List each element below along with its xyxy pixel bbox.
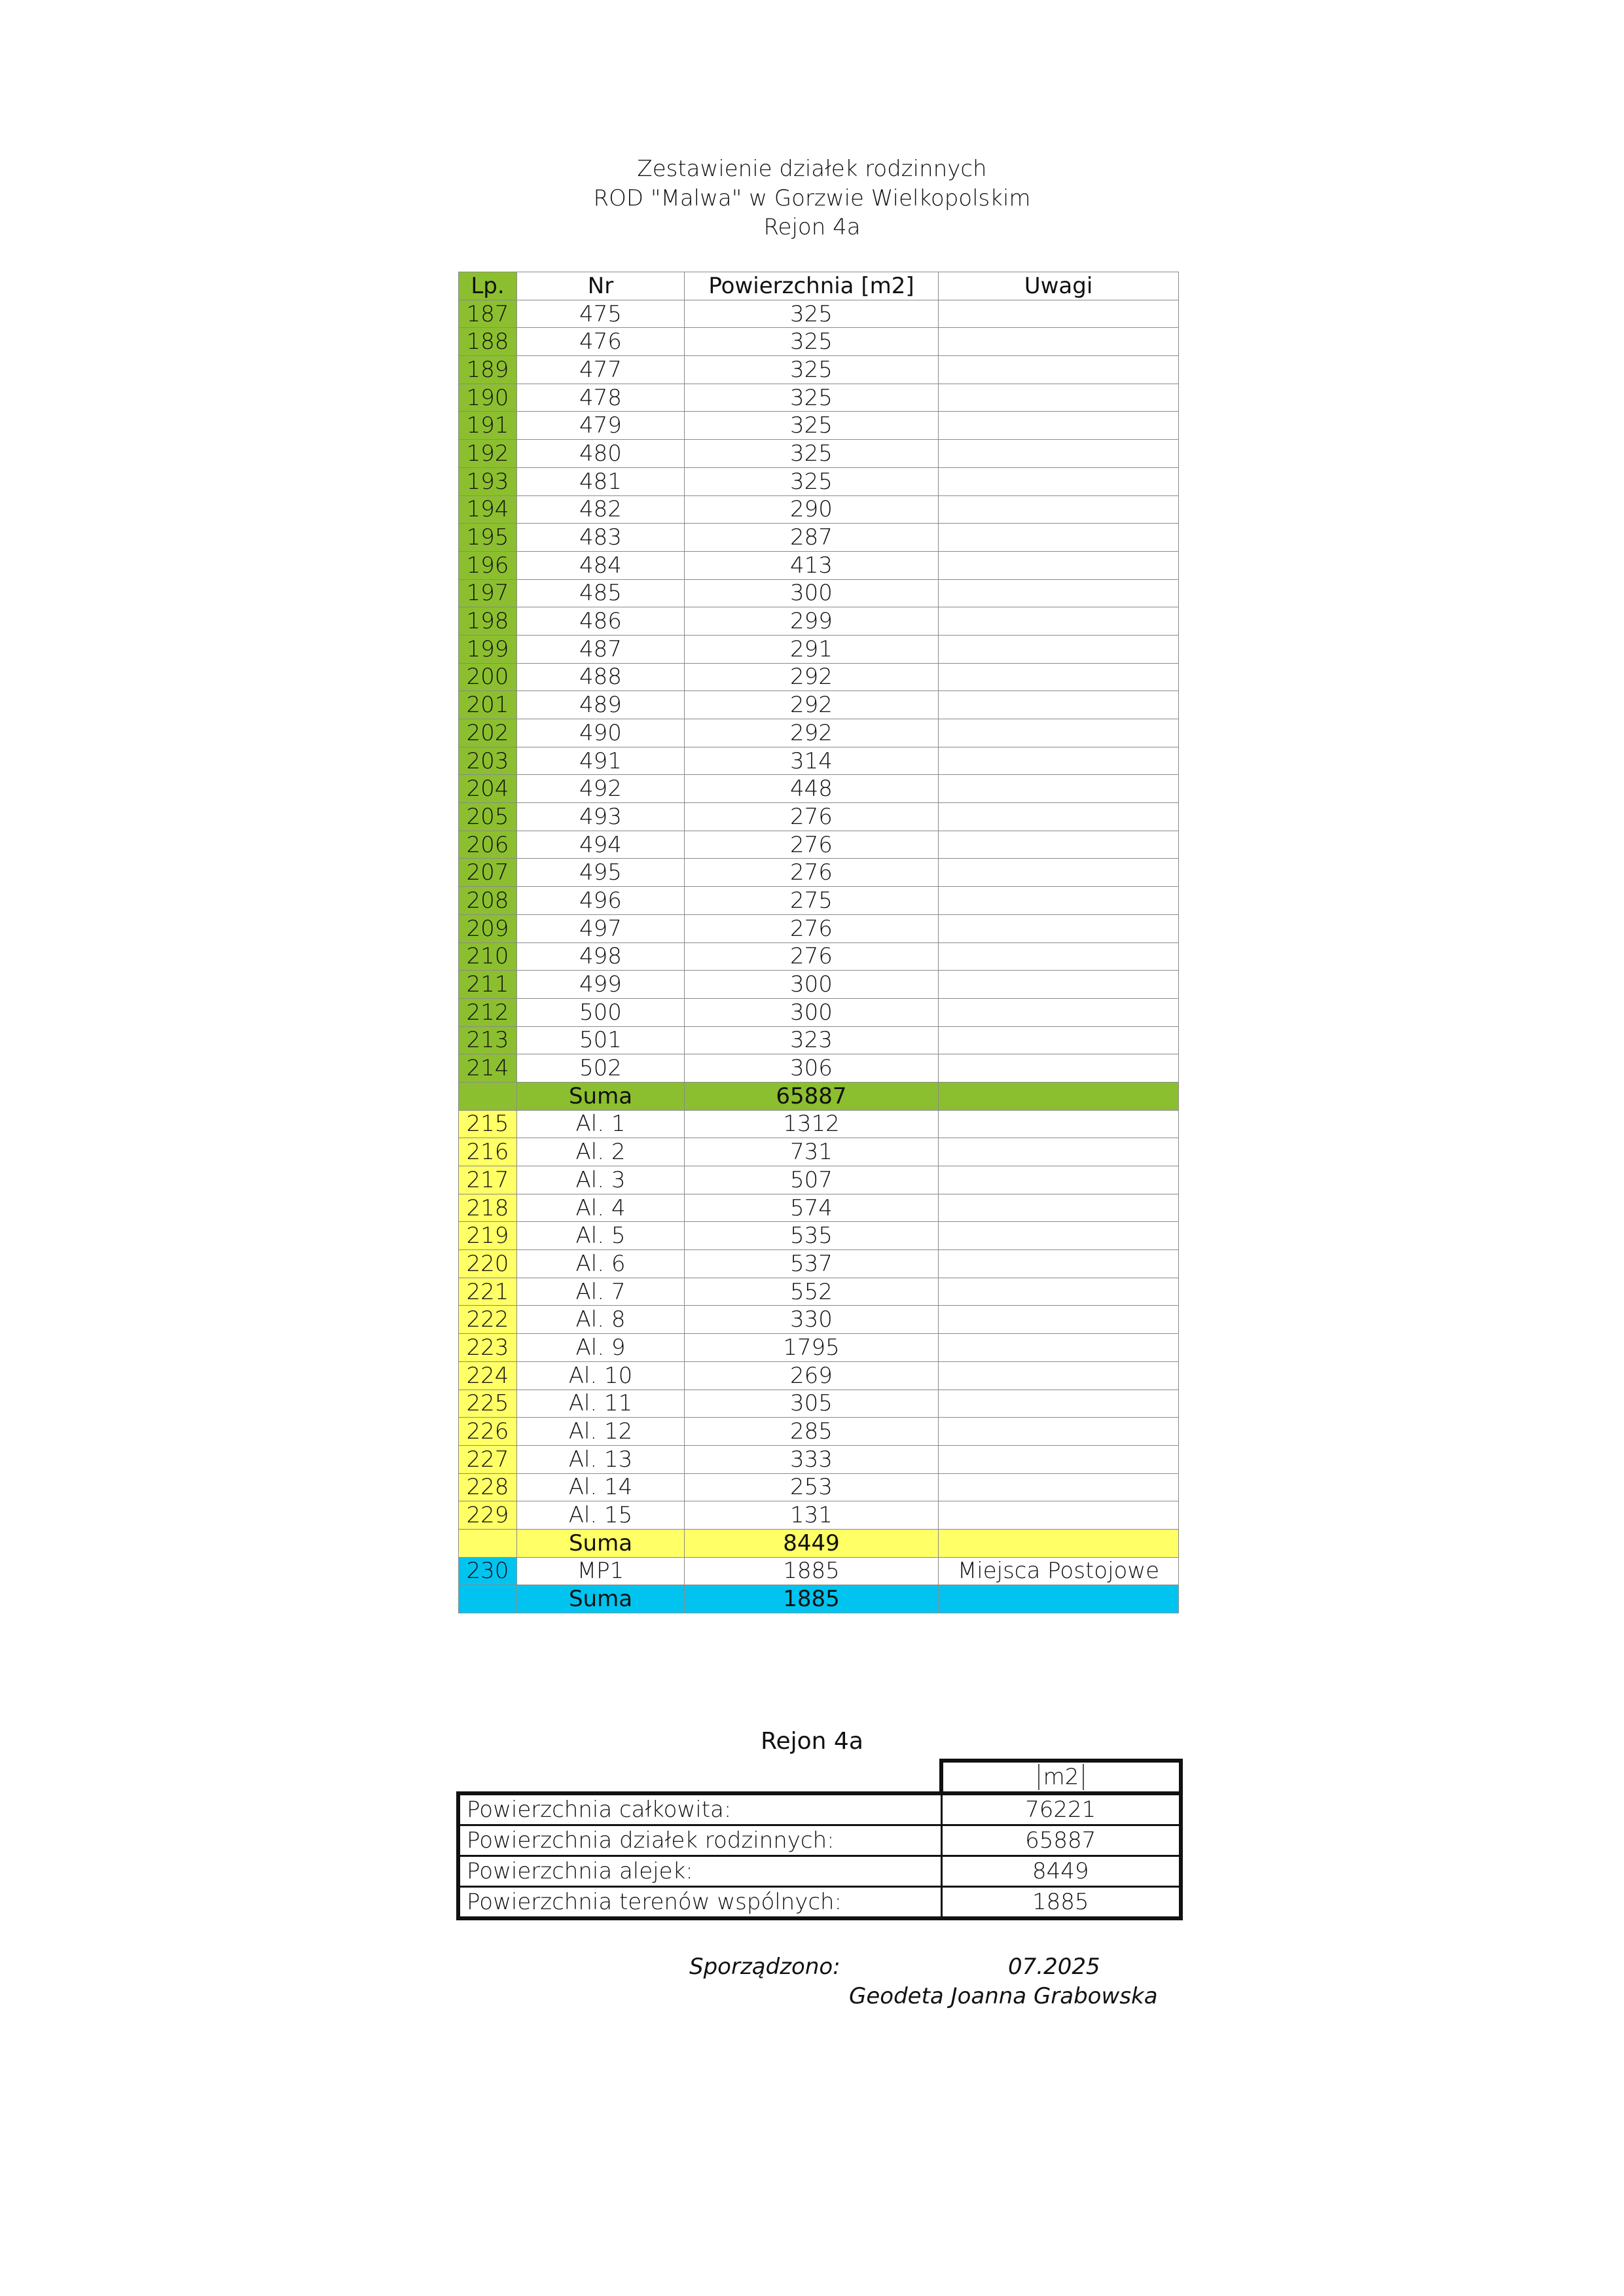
cell-lp: 207 bbox=[459, 859, 517, 887]
cell-lp: 191 bbox=[459, 412, 517, 440]
cell-notes bbox=[939, 607, 1179, 636]
cell-area: 552 bbox=[685, 1278, 939, 1306]
cell-nr: 488 bbox=[517, 663, 685, 691]
cell-lp: 210 bbox=[459, 942, 517, 971]
cell-notes bbox=[939, 663, 1179, 691]
cell-nr: 483 bbox=[517, 524, 685, 552]
sum-row bbox=[459, 1529, 1179, 1557]
cell-area: 292 bbox=[685, 691, 939, 719]
cell-area: 731 bbox=[685, 1138, 939, 1166]
cell-lp: 221 bbox=[459, 1278, 517, 1306]
sum-lp-empty bbox=[459, 1585, 517, 1613]
cell-area: 292 bbox=[685, 663, 939, 691]
cell-notes bbox=[939, 356, 1179, 384]
cell-notes bbox=[939, 859, 1179, 887]
cell-area: 276 bbox=[685, 831, 939, 859]
table-row bbox=[459, 1166, 1179, 1194]
table-row bbox=[459, 1026, 1179, 1054]
sum-row bbox=[459, 1585, 1179, 1613]
summary-label: Powierzchnia terenów wspólnych: bbox=[458, 1887, 941, 1919]
cell-lp: 206 bbox=[459, 831, 517, 859]
cell-notes bbox=[939, 691, 1179, 719]
cell-notes bbox=[939, 384, 1179, 412]
summary-title: Rejon 4a bbox=[761, 1728, 863, 1755]
cell-lp: 196 bbox=[459, 551, 517, 579]
table-row bbox=[459, 1278, 1179, 1306]
cell-notes bbox=[939, 1110, 1179, 1138]
summary-row bbox=[458, 1793, 1181, 1825]
cell-notes bbox=[939, 747, 1179, 775]
sum-notes-empty bbox=[939, 1082, 1179, 1110]
plots-table bbox=[458, 272, 1179, 1613]
prepared-label: Sporządzono: bbox=[689, 1954, 840, 1980]
cell-lp: 205 bbox=[459, 803, 517, 831]
cell-area: 325 bbox=[685, 356, 939, 384]
table-row bbox=[459, 495, 1179, 524]
cell-nr: Al. 4 bbox=[517, 1194, 685, 1222]
sum-notes-empty bbox=[939, 1585, 1179, 1613]
cell-notes bbox=[939, 551, 1179, 579]
cell-lp: 195 bbox=[459, 524, 517, 552]
table-row bbox=[459, 998, 1179, 1026]
cell-area: 300 bbox=[685, 971, 939, 999]
table-row bbox=[459, 1501, 1179, 1530]
cell-notes bbox=[939, 914, 1179, 942]
cell-area: 287 bbox=[685, 524, 939, 552]
cell-nr: 480 bbox=[517, 440, 685, 468]
title-line-2: ROD "Malwa" w Gorzwie Wielkopolskim bbox=[593, 185, 1031, 211]
cell-lp: 224 bbox=[459, 1361, 517, 1390]
cell-area: 276 bbox=[685, 859, 939, 887]
cell-lp: 213 bbox=[459, 1026, 517, 1054]
table-header-row bbox=[459, 272, 1179, 300]
summary-table bbox=[456, 1759, 1183, 1920]
table-row bbox=[459, 803, 1179, 831]
cell-nr: Al. 5 bbox=[517, 1222, 685, 1250]
cell-lp: 223 bbox=[459, 1334, 517, 1362]
cell-nr: 486 bbox=[517, 607, 685, 636]
cell-lp: 227 bbox=[459, 1445, 517, 1473]
table-row bbox=[459, 1473, 1179, 1501]
title-line-3: Rejon 4a bbox=[763, 214, 861, 240]
sum-label: Suma bbox=[517, 1082, 685, 1110]
table-row bbox=[459, 1138, 1179, 1166]
cell-lp: 190 bbox=[459, 384, 517, 412]
sum-row bbox=[459, 1082, 1179, 1110]
sum-value: 1885 bbox=[685, 1585, 939, 1613]
cell-area: 1885 bbox=[685, 1557, 939, 1585]
table-row bbox=[459, 579, 1179, 607]
summary-value: 1885 bbox=[941, 1887, 1181, 1919]
cell-notes bbox=[939, 1306, 1179, 1334]
prepared-author: Geodeta Joanna Grabowska bbox=[849, 1983, 1158, 2009]
cell-lp: 212 bbox=[459, 998, 517, 1026]
cell-area: 333 bbox=[685, 1445, 939, 1473]
cell-area: 413 bbox=[685, 551, 939, 579]
cell-area: 325 bbox=[685, 328, 939, 356]
cell-area: 1312 bbox=[685, 1110, 939, 1138]
sum-value: 65887 bbox=[685, 1082, 939, 1110]
summary-unit-row bbox=[458, 1761, 1181, 1793]
cell-nr: 490 bbox=[517, 719, 685, 747]
cell-area: 306 bbox=[685, 1054, 939, 1083]
cell-area: 275 bbox=[685, 887, 939, 915]
cell-nr: Al. 12 bbox=[517, 1418, 685, 1446]
summary-row bbox=[458, 1825, 1181, 1856]
cell-nr: 489 bbox=[517, 691, 685, 719]
cell-nr: 487 bbox=[517, 635, 685, 663]
cell-notes bbox=[939, 635, 1179, 663]
table-row bbox=[459, 607, 1179, 636]
document-title bbox=[0, 154, 1624, 242]
cell-lp: 211 bbox=[459, 971, 517, 999]
cell-lp: 229 bbox=[459, 1501, 517, 1530]
header-nr: Nr bbox=[517, 272, 685, 300]
table-row bbox=[459, 1306, 1179, 1334]
cell-area: 325 bbox=[685, 300, 939, 328]
cell-area: 269 bbox=[685, 1361, 939, 1390]
cell-nr: 481 bbox=[517, 467, 685, 495]
cell-notes bbox=[939, 467, 1179, 495]
cell-nr: 494 bbox=[517, 831, 685, 859]
cell-notes bbox=[939, 1222, 1179, 1250]
table-row bbox=[459, 1110, 1179, 1138]
cell-lp: 202 bbox=[459, 719, 517, 747]
cell-notes bbox=[939, 775, 1179, 803]
cell-lp: 200 bbox=[459, 663, 517, 691]
cell-area: 276 bbox=[685, 914, 939, 942]
cell-notes bbox=[939, 1026, 1179, 1054]
header-area: Powierzchnia [m2] bbox=[685, 272, 939, 300]
cell-notes bbox=[939, 328, 1179, 356]
cell-lp: 216 bbox=[459, 1138, 517, 1166]
cell-area: 131 bbox=[685, 1501, 939, 1530]
summary-unit-cell bbox=[941, 1761, 1181, 1793]
title-line-1: Zestawienie działek rodzinnych bbox=[637, 156, 987, 182]
cell-area: 291 bbox=[685, 635, 939, 663]
summary-row bbox=[458, 1856, 1181, 1887]
table-row bbox=[459, 1054, 1179, 1083]
sum-lp-empty bbox=[459, 1529, 517, 1557]
cell-notes bbox=[939, 300, 1179, 328]
table-row bbox=[459, 971, 1179, 999]
summary-blank-cell bbox=[458, 1761, 941, 1793]
cell-notes bbox=[939, 1334, 1179, 1362]
cell-lp: 214 bbox=[459, 1054, 517, 1083]
cell-lp: 193 bbox=[459, 467, 517, 495]
table-row bbox=[459, 1222, 1179, 1250]
cell-nr: Al. 14 bbox=[517, 1473, 685, 1501]
cell-nr: 501 bbox=[517, 1026, 685, 1054]
cell-area: 253 bbox=[685, 1473, 939, 1501]
cell-lp: 220 bbox=[459, 1250, 517, 1278]
cell-nr: 485 bbox=[517, 579, 685, 607]
table-row bbox=[459, 1418, 1179, 1446]
table-row bbox=[459, 412, 1179, 440]
cell-notes bbox=[939, 719, 1179, 747]
summary-label: Powierzchnia alejek: bbox=[458, 1856, 941, 1887]
cell-area: 537 bbox=[685, 1250, 939, 1278]
cell-nr: 500 bbox=[517, 998, 685, 1026]
summary-row bbox=[458, 1887, 1181, 1919]
table-row bbox=[459, 356, 1179, 384]
cell-notes bbox=[939, 1194, 1179, 1222]
header-notes: Uwagi bbox=[939, 272, 1179, 300]
cell-notes bbox=[939, 1473, 1179, 1501]
summary-value: 8449 bbox=[941, 1856, 1181, 1887]
cell-lp: 226 bbox=[459, 1418, 517, 1446]
cell-lp: 204 bbox=[459, 775, 517, 803]
cell-area: 305 bbox=[685, 1390, 939, 1418]
summary-unit: m2 bbox=[1038, 1764, 1085, 1790]
table-row bbox=[459, 719, 1179, 747]
cell-notes bbox=[939, 1138, 1179, 1166]
cell-area: 290 bbox=[685, 495, 939, 524]
cell-nr: 479 bbox=[517, 412, 685, 440]
cell-lp: 188 bbox=[459, 328, 517, 356]
table-row bbox=[459, 300, 1179, 328]
cell-lp: 189 bbox=[459, 356, 517, 384]
table-row bbox=[459, 1250, 1179, 1278]
cell-area: 1795 bbox=[685, 1334, 939, 1362]
table-row bbox=[459, 663, 1179, 691]
cell-area: 325 bbox=[685, 467, 939, 495]
table-row bbox=[459, 635, 1179, 663]
cell-notes bbox=[939, 1418, 1179, 1446]
sum-value: 8449 bbox=[685, 1529, 939, 1557]
sum-lp-empty bbox=[459, 1082, 517, 1110]
cell-nr: 491 bbox=[517, 747, 685, 775]
cell-area: 325 bbox=[685, 384, 939, 412]
cell-area: 300 bbox=[685, 579, 939, 607]
cell-nr: Al. 13 bbox=[517, 1445, 685, 1473]
cell-lp: 194 bbox=[459, 495, 517, 524]
cell-notes bbox=[939, 1278, 1179, 1306]
cell-lp: 199 bbox=[459, 635, 517, 663]
sum-label: Suma bbox=[517, 1585, 685, 1613]
cell-notes bbox=[939, 942, 1179, 971]
cell-area: 276 bbox=[685, 803, 939, 831]
cell-nr: Al. 11 bbox=[517, 1390, 685, 1418]
summary-value: 65887 bbox=[941, 1825, 1181, 1856]
cell-nr: Al. 6 bbox=[517, 1250, 685, 1278]
cell-lp: 219 bbox=[459, 1222, 517, 1250]
cell-nr: 497 bbox=[517, 914, 685, 942]
cell-area: 314 bbox=[685, 747, 939, 775]
sum-label: Suma bbox=[517, 1529, 685, 1557]
cell-notes bbox=[939, 998, 1179, 1026]
table-row bbox=[459, 384, 1179, 412]
cell-nr: Al. 1 bbox=[517, 1110, 685, 1138]
cell-lp: 209 bbox=[459, 914, 517, 942]
cell-lp: 228 bbox=[459, 1473, 517, 1501]
cell-nr: 484 bbox=[517, 551, 685, 579]
cell-area: 285 bbox=[685, 1418, 939, 1446]
cell-notes bbox=[939, 1445, 1179, 1473]
cell-lp: 230 bbox=[459, 1557, 517, 1585]
cell-notes bbox=[939, 1250, 1179, 1278]
table-row bbox=[459, 942, 1179, 971]
cell-nr: MP1 bbox=[517, 1557, 685, 1585]
table-row bbox=[459, 914, 1179, 942]
cell-nr: Al. 8 bbox=[517, 1306, 685, 1334]
cell-area: 292 bbox=[685, 719, 939, 747]
table-row bbox=[459, 467, 1179, 495]
table-row bbox=[459, 440, 1179, 468]
cell-nr: 498 bbox=[517, 942, 685, 971]
table-row bbox=[459, 775, 1179, 803]
table-row bbox=[459, 524, 1179, 552]
cell-nr: Al. 7 bbox=[517, 1278, 685, 1306]
table-row bbox=[459, 691, 1179, 719]
cell-lp: 225 bbox=[459, 1390, 517, 1418]
cell-area: 299 bbox=[685, 607, 939, 636]
cell-notes bbox=[939, 495, 1179, 524]
cell-lp: 187 bbox=[459, 300, 517, 328]
cell-nr: 493 bbox=[517, 803, 685, 831]
cell-nr: 482 bbox=[517, 495, 685, 524]
cell-notes bbox=[939, 1501, 1179, 1530]
cell-notes bbox=[939, 803, 1179, 831]
cell-nr: 495 bbox=[517, 859, 685, 887]
cell-area: 574 bbox=[685, 1194, 939, 1222]
cell-nr: 475 bbox=[517, 300, 685, 328]
cell-notes bbox=[939, 971, 1179, 999]
table-row bbox=[459, 328, 1179, 356]
cell-notes bbox=[939, 1390, 1179, 1418]
header-lp: Lp. bbox=[459, 272, 517, 300]
summary-label: Powierzchnia działek rodzinnych: bbox=[458, 1825, 941, 1856]
cell-notes bbox=[939, 524, 1179, 552]
cell-area: 448 bbox=[685, 775, 939, 803]
cell-nr: Al. 3 bbox=[517, 1166, 685, 1194]
cell-lp: 201 bbox=[459, 691, 517, 719]
cell-area: 535 bbox=[685, 1222, 939, 1250]
cell-notes bbox=[939, 1361, 1179, 1390]
table-row bbox=[459, 551, 1179, 579]
cell-nr: 478 bbox=[517, 384, 685, 412]
cell-nr: 476 bbox=[517, 328, 685, 356]
cell-notes bbox=[939, 1054, 1179, 1083]
cell-notes bbox=[939, 440, 1179, 468]
cell-lp: 215 bbox=[459, 1110, 517, 1138]
cell-nr: Al. 9 bbox=[517, 1334, 685, 1362]
cell-notes bbox=[939, 579, 1179, 607]
cell-nr: 492 bbox=[517, 775, 685, 803]
cell-nr: Al. 2 bbox=[517, 1138, 685, 1166]
table-row bbox=[459, 1390, 1179, 1418]
cell-nr: 502 bbox=[517, 1054, 685, 1083]
cell-area: 300 bbox=[685, 998, 939, 1026]
table-row bbox=[459, 747, 1179, 775]
table-row bbox=[459, 1194, 1179, 1222]
table-row bbox=[459, 1557, 1179, 1585]
table-body bbox=[459, 300, 1179, 1613]
cell-nr: 496 bbox=[517, 887, 685, 915]
cell-lp: 217 bbox=[459, 1166, 517, 1194]
cell-area: 323 bbox=[685, 1026, 939, 1054]
cell-lp: 203 bbox=[459, 747, 517, 775]
cell-area: 276 bbox=[685, 942, 939, 971]
cell-area: 325 bbox=[685, 412, 939, 440]
prepared-date: 07.2025 bbox=[1008, 1954, 1100, 1980]
cell-area: 507 bbox=[685, 1166, 939, 1194]
cell-lp: 208 bbox=[459, 887, 517, 915]
cell-nr: Al. 10 bbox=[517, 1361, 685, 1390]
table-row bbox=[459, 831, 1179, 859]
cell-lp: 218 bbox=[459, 1194, 517, 1222]
cell-lp: 197 bbox=[459, 579, 517, 607]
summary-label: Powierzchnia całkowita: bbox=[458, 1793, 941, 1825]
cell-notes bbox=[939, 1166, 1179, 1194]
cell-notes: Miejsca Postojowe bbox=[939, 1557, 1179, 1585]
cell-notes bbox=[939, 831, 1179, 859]
cell-notes bbox=[939, 412, 1179, 440]
sum-notes-empty bbox=[939, 1529, 1179, 1557]
cell-lp: 198 bbox=[459, 607, 517, 636]
table-row bbox=[459, 887, 1179, 915]
cell-notes bbox=[939, 887, 1179, 915]
cell-lp: 192 bbox=[459, 440, 517, 468]
cell-area: 325 bbox=[685, 440, 939, 468]
cell-nr: 477 bbox=[517, 356, 685, 384]
summary-value: 76221 bbox=[941, 1793, 1181, 1825]
cell-nr: 499 bbox=[517, 971, 685, 999]
table-row bbox=[459, 1334, 1179, 1362]
cell-lp: 222 bbox=[459, 1306, 517, 1334]
table-row bbox=[459, 859, 1179, 887]
table-row bbox=[459, 1445, 1179, 1473]
table-row bbox=[459, 1361, 1179, 1390]
cell-nr: Al. 15 bbox=[517, 1501, 685, 1530]
cell-area: 330 bbox=[685, 1306, 939, 1334]
